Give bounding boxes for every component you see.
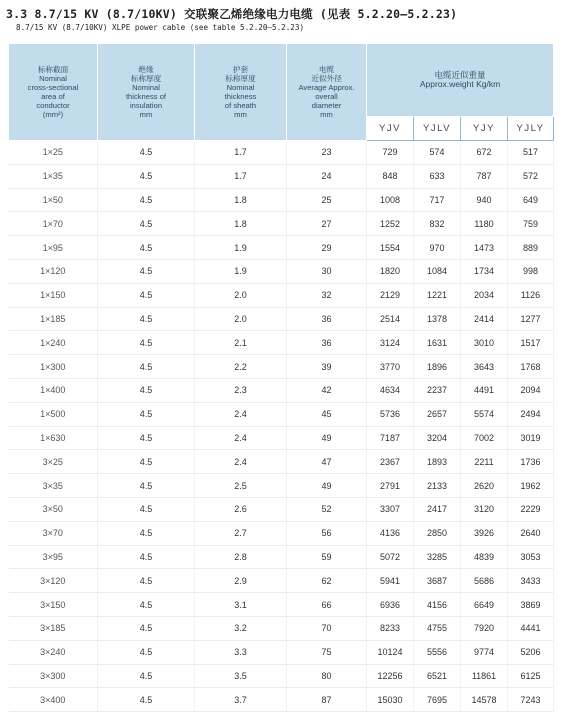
sheath-cell: 2.2 (195, 355, 287, 379)
weight-yjlv-cell: 2133 (414, 474, 461, 498)
table-row (9, 307, 554, 331)
table-row (9, 188, 554, 212)
weight-yjlv-cell: 832 (414, 212, 461, 236)
weight-yjy-cell: 3926 (461, 521, 508, 545)
diameter-cell: 30 (287, 259, 367, 283)
table-row (9, 378, 554, 402)
sheath-cell: 1.8 (195, 188, 287, 212)
table-row (9, 212, 554, 236)
table-row (9, 355, 554, 379)
weight-yjly-cell: 1768 (508, 355, 554, 379)
table-row (9, 331, 554, 355)
sheath-cell: 2.9 (195, 569, 287, 593)
weight-yjlv-cell: 1896 (414, 355, 461, 379)
weight-yjy-cell: 1180 (461, 212, 508, 236)
insulation-cell: 4.5 (98, 640, 195, 664)
diameter-cell: 24 (287, 164, 367, 188)
weight-yjlv-cell: 1631 (414, 331, 461, 355)
insulation-cell: 4.5 (98, 593, 195, 617)
weight-yjlv-cell: 1084 (414, 259, 461, 283)
table-row (9, 236, 554, 260)
weight-yjy-cell: 2414 (461, 307, 508, 331)
cross-section-cell: 1×150 (9, 283, 98, 307)
sheath-cell: 2.1 (195, 331, 287, 355)
diameter-cell: 66 (287, 593, 367, 617)
header-sheath-thickness: 护套 标称厚度 Nominal thickness of sheath mm (195, 44, 287, 141)
sheath-cell: 1.7 (195, 141, 287, 165)
diameter-cell: 49 (287, 474, 367, 498)
cross-section-cell: 1×120 (9, 259, 98, 283)
sheath-cell: 2.5 (195, 474, 287, 498)
table-row (9, 545, 554, 569)
weight-yjy-cell: 940 (461, 188, 508, 212)
insulation-cell: 4.5 (98, 664, 195, 688)
table-row (9, 474, 554, 498)
table-row (9, 640, 554, 664)
weight-yjly-cell: 3433 (508, 569, 554, 593)
sheath-cell: 1.7 (195, 164, 287, 188)
weight-yjly-cell: 1277 (508, 307, 554, 331)
weight-yjlv-cell: 717 (414, 188, 461, 212)
sheath-cell: 3.3 (195, 640, 287, 664)
diameter-cell: 29 (287, 236, 367, 260)
diameter-cell: 25 (287, 188, 367, 212)
weight-yjv-cell: 2129 (367, 283, 414, 307)
sheath-cell: 3.2 (195, 616, 287, 640)
insulation-cell: 4.5 (98, 307, 195, 331)
cross-section-cell: 3×50 (9, 497, 98, 521)
weight-yjy-cell: 14578 (461, 688, 508, 712)
weight-yjv-cell: 1554 (367, 236, 414, 260)
weight-yjv-cell: 1008 (367, 188, 414, 212)
insulation-cell: 4.5 (98, 378, 195, 402)
insulation-cell: 4.5 (98, 212, 195, 236)
cross-section-cell: 1×630 (9, 426, 98, 450)
cable-spec-table (8, 43, 554, 712)
insulation-cell: 4.5 (98, 259, 195, 283)
weight-yjly-cell: 2094 (508, 378, 554, 402)
weight-yjv-cell: 5941 (367, 569, 414, 593)
diameter-cell: 27 (287, 212, 367, 236)
table-row (9, 402, 554, 426)
weight-yjv-cell: 1252 (367, 212, 414, 236)
insulation-cell: 4.5 (98, 402, 195, 426)
diameter-cell: 39 (287, 355, 367, 379)
weight-yjv-cell: 3770 (367, 355, 414, 379)
cross-section-cell: 1×300 (9, 355, 98, 379)
weight-yjv-cell: 2791 (367, 474, 414, 498)
weight-yjy-cell: 787 (461, 164, 508, 188)
diameter-cell: 80 (287, 664, 367, 688)
header-overall-diameter: 电缆 近似外径 Average Approx. overall diameter mm (287, 44, 367, 141)
insulation-cell: 4.5 (98, 616, 195, 640)
diameter-cell: 56 (287, 521, 367, 545)
header-type-yjv: YJV (367, 117, 414, 141)
weight-yjv-cell: 8233 (367, 616, 414, 640)
weight-yjlv-cell: 3285 (414, 545, 461, 569)
cross-section-cell: 3×300 (9, 664, 98, 688)
cross-section-cell: 1×35 (9, 164, 98, 188)
sheath-cell: 2.8 (195, 545, 287, 569)
table-row (9, 664, 554, 688)
table-row (9, 569, 554, 593)
weight-yjlv-cell: 2850 (414, 521, 461, 545)
sheath-cell: 2.0 (195, 283, 287, 307)
cross-section-cell: 1×95 (9, 236, 98, 260)
weight-yjly-cell: 649 (508, 188, 554, 212)
insulation-cell: 4.5 (98, 497, 195, 521)
table-row (9, 283, 554, 307)
insulation-cell: 4.5 (98, 545, 195, 569)
weight-yjlv-cell: 6521 (414, 664, 461, 688)
cross-section-cell: 3×95 (9, 545, 98, 569)
diameter-cell: 62 (287, 569, 367, 593)
weight-yjv-cell: 4634 (367, 378, 414, 402)
cross-section-cell: 3×240 (9, 640, 98, 664)
weight-yjly-cell: 572 (508, 164, 554, 188)
weight-yjlv-cell: 1378 (414, 307, 461, 331)
weight-yjly-cell: 2229 (508, 497, 554, 521)
weight-yjly-cell: 3869 (508, 593, 554, 617)
weight-yjy-cell: 2034 (461, 283, 508, 307)
weight-yjy-cell: 6649 (461, 593, 508, 617)
header-insulation-thickness: 绝缘 标称厚度 Nominal thickness of insulation mm (98, 44, 195, 141)
weight-yjlv-cell: 1221 (414, 283, 461, 307)
sheath-cell: 2.0 (195, 307, 287, 331)
table-row (9, 426, 554, 450)
cross-section-cell: 3×185 (9, 616, 98, 640)
sheath-cell: 1.9 (195, 259, 287, 283)
cross-section-cell: 1×50 (9, 188, 98, 212)
weight-yjy-cell: 5686 (461, 569, 508, 593)
weight-yjy-cell: 4839 (461, 545, 508, 569)
table-body (9, 141, 554, 712)
weight-yjly-cell: 998 (508, 259, 554, 283)
weight-yjv-cell: 2367 (367, 450, 414, 474)
weight-yjy-cell: 9774 (461, 640, 508, 664)
weight-yjlv-cell: 4755 (414, 616, 461, 640)
table-row (9, 616, 554, 640)
cross-section-cell: 1×500 (9, 402, 98, 426)
weight-yjly-cell: 7243 (508, 688, 554, 712)
weight-yjy-cell: 672 (461, 141, 508, 165)
insulation-cell: 4.5 (98, 283, 195, 307)
insulation-cell: 4.5 (98, 521, 195, 545)
weight-yjly-cell: 517 (508, 141, 554, 165)
table-row (9, 259, 554, 283)
weight-yjlv-cell: 2657 (414, 402, 461, 426)
cross-section-cell: 3×400 (9, 688, 98, 712)
weight-yjv-cell: 5072 (367, 545, 414, 569)
weight-yjly-cell: 4441 (508, 616, 554, 640)
weight-yjlv-cell: 1893 (414, 450, 461, 474)
header-type-yjy: YJY (461, 117, 508, 141)
sheath-cell: 1.8 (195, 212, 287, 236)
weight-yjy-cell: 4491 (461, 378, 508, 402)
sheath-cell: 3.1 (195, 593, 287, 617)
weight-yjly-cell: 5206 (508, 640, 554, 664)
diameter-cell: 42 (287, 378, 367, 402)
weight-yjy-cell: 2211 (461, 450, 508, 474)
diameter-cell: 49 (287, 426, 367, 450)
table-row (9, 593, 554, 617)
diameter-cell: 36 (287, 307, 367, 331)
weight-yjv-cell: 848 (367, 164, 414, 188)
cross-section-cell: 1×185 (9, 307, 98, 331)
cross-section-cell: 1×240 (9, 331, 98, 355)
weight-yjv-cell: 3307 (367, 497, 414, 521)
sheath-cell: 2.7 (195, 521, 287, 545)
weight-yjly-cell: 759 (508, 212, 554, 236)
diameter-cell: 36 (287, 331, 367, 355)
title-sub: 8.7/15 KV (8.7/10KV) XLPE power cable (see table 5.2.20—5.2.23) (16, 23, 305, 32)
weight-yjy-cell: 3643 (461, 355, 508, 379)
insulation-cell: 4.5 (98, 236, 195, 260)
diameter-cell: 59 (287, 545, 367, 569)
sheath-cell: 2.6 (195, 497, 287, 521)
weight-yjy-cell: 2620 (461, 474, 508, 498)
sheath-cell: 3.7 (195, 688, 287, 712)
weight-yjy-cell: 7002 (461, 426, 508, 450)
weight-yjv-cell: 3124 (367, 331, 414, 355)
diameter-cell: 52 (287, 497, 367, 521)
weight-yjv-cell: 7187 (367, 426, 414, 450)
weight-yjv-cell: 10124 (367, 640, 414, 664)
page-title (6, 6, 570, 32)
weight-yjv-cell: 15030 (367, 688, 414, 712)
sheath-cell: 3.5 (195, 664, 287, 688)
diameter-cell: 47 (287, 450, 367, 474)
weight-yjv-cell: 4136 (367, 521, 414, 545)
insulation-cell: 4.5 (98, 474, 195, 498)
diameter-cell: 23 (287, 141, 367, 165)
weight-yjy-cell: 1734 (461, 259, 508, 283)
header-cross-section: 标称截面 Nominal cross-sectional area of conductor (mm²) (9, 44, 98, 141)
weight-yjy-cell: 11861 (461, 664, 508, 688)
diameter-cell: 87 (287, 688, 367, 712)
weight-yjy-cell: 7920 (461, 616, 508, 640)
insulation-cell: 4.5 (98, 141, 195, 165)
insulation-cell: 4.5 (98, 331, 195, 355)
insulation-cell: 4.5 (98, 164, 195, 188)
weight-yjlv-cell: 3204 (414, 426, 461, 450)
weight-yjlv-cell: 5556 (414, 640, 461, 664)
cross-section-cell: 3×35 (9, 474, 98, 498)
weight-yjlv-cell: 3687 (414, 569, 461, 593)
weight-yjv-cell: 1820 (367, 259, 414, 283)
weight-yjlv-cell: 574 (414, 141, 461, 165)
cross-section-cell: 3×70 (9, 521, 98, 545)
table-row (9, 521, 554, 545)
weight-yjly-cell: 1962 (508, 474, 554, 498)
insulation-cell: 4.5 (98, 188, 195, 212)
weight-yjly-cell: 1126 (508, 283, 554, 307)
header-type-yjlv: YJLV (414, 117, 461, 141)
cross-section-cell: 3×120 (9, 569, 98, 593)
weight-yjy-cell: 5574 (461, 402, 508, 426)
weight-yjy-cell: 1473 (461, 236, 508, 260)
insulation-cell: 4.5 (98, 688, 195, 712)
title-main: 3.3 8.7/15 KV (8.7/10KV) 交联聚乙烯绝缘电力电缆 (见表 5.2.20—5.2.23) (6, 7, 458, 21)
weight-yjly-cell: 2640 (508, 521, 554, 545)
weight-yjv-cell: 12256 (367, 664, 414, 688)
weight-yjv-cell: 5736 (367, 402, 414, 426)
table-row (9, 450, 554, 474)
weight-yjv-cell: 2514 (367, 307, 414, 331)
weight-yjly-cell: 2494 (508, 402, 554, 426)
table-row (9, 141, 554, 165)
cross-section-cell: 1×70 (9, 212, 98, 236)
sheath-cell: 2.4 (195, 402, 287, 426)
table-row (9, 164, 554, 188)
cross-section-cell: 1×400 (9, 378, 98, 402)
weight-yjly-cell: 889 (508, 236, 554, 260)
insulation-cell: 4.5 (98, 355, 195, 379)
sheath-cell: 2.4 (195, 450, 287, 474)
table-row (9, 497, 554, 521)
cross-section-cell: 3×150 (9, 593, 98, 617)
insulation-cell: 4.5 (98, 426, 195, 450)
diameter-cell: 75 (287, 640, 367, 664)
sheath-cell: 2.3 (195, 378, 287, 402)
weight-yjlv-cell: 2417 (414, 497, 461, 521)
weight-yjly-cell: 6125 (508, 664, 554, 688)
diameter-cell: 70 (287, 616, 367, 640)
weight-yjlv-cell: 7695 (414, 688, 461, 712)
weight-yjv-cell: 729 (367, 141, 414, 165)
weight-yjlv-cell: 970 (414, 236, 461, 260)
insulation-cell: 4.5 (98, 569, 195, 593)
weight-yjlv-cell: 633 (414, 164, 461, 188)
header-type-yjly: YJLY (508, 117, 554, 141)
weight-yjly-cell: 1736 (508, 450, 554, 474)
weight-yjlv-cell: 2237 (414, 378, 461, 402)
weight-yjv-cell: 6936 (367, 593, 414, 617)
sheath-cell: 1.9 (195, 236, 287, 260)
cross-section-cell: 1×25 (9, 141, 98, 165)
weight-yjy-cell: 3120 (461, 497, 508, 521)
diameter-cell: 32 (287, 283, 367, 307)
header-approx-weight: 电缆近似重量 Approx.weight Kg/km (367, 44, 554, 117)
weight-yjly-cell: 1517 (508, 331, 554, 355)
table-row (9, 688, 554, 712)
diameter-cell: 45 (287, 402, 367, 426)
sheath-cell: 2.4 (195, 426, 287, 450)
cross-section-cell: 3×25 (9, 450, 98, 474)
weight-yjlv-cell: 4156 (414, 593, 461, 617)
weight-yjly-cell: 3053 (508, 545, 554, 569)
insulation-cell: 4.5 (98, 450, 195, 474)
weight-yjy-cell: 3010 (461, 331, 508, 355)
weight-yjly-cell: 3019 (508, 426, 554, 450)
